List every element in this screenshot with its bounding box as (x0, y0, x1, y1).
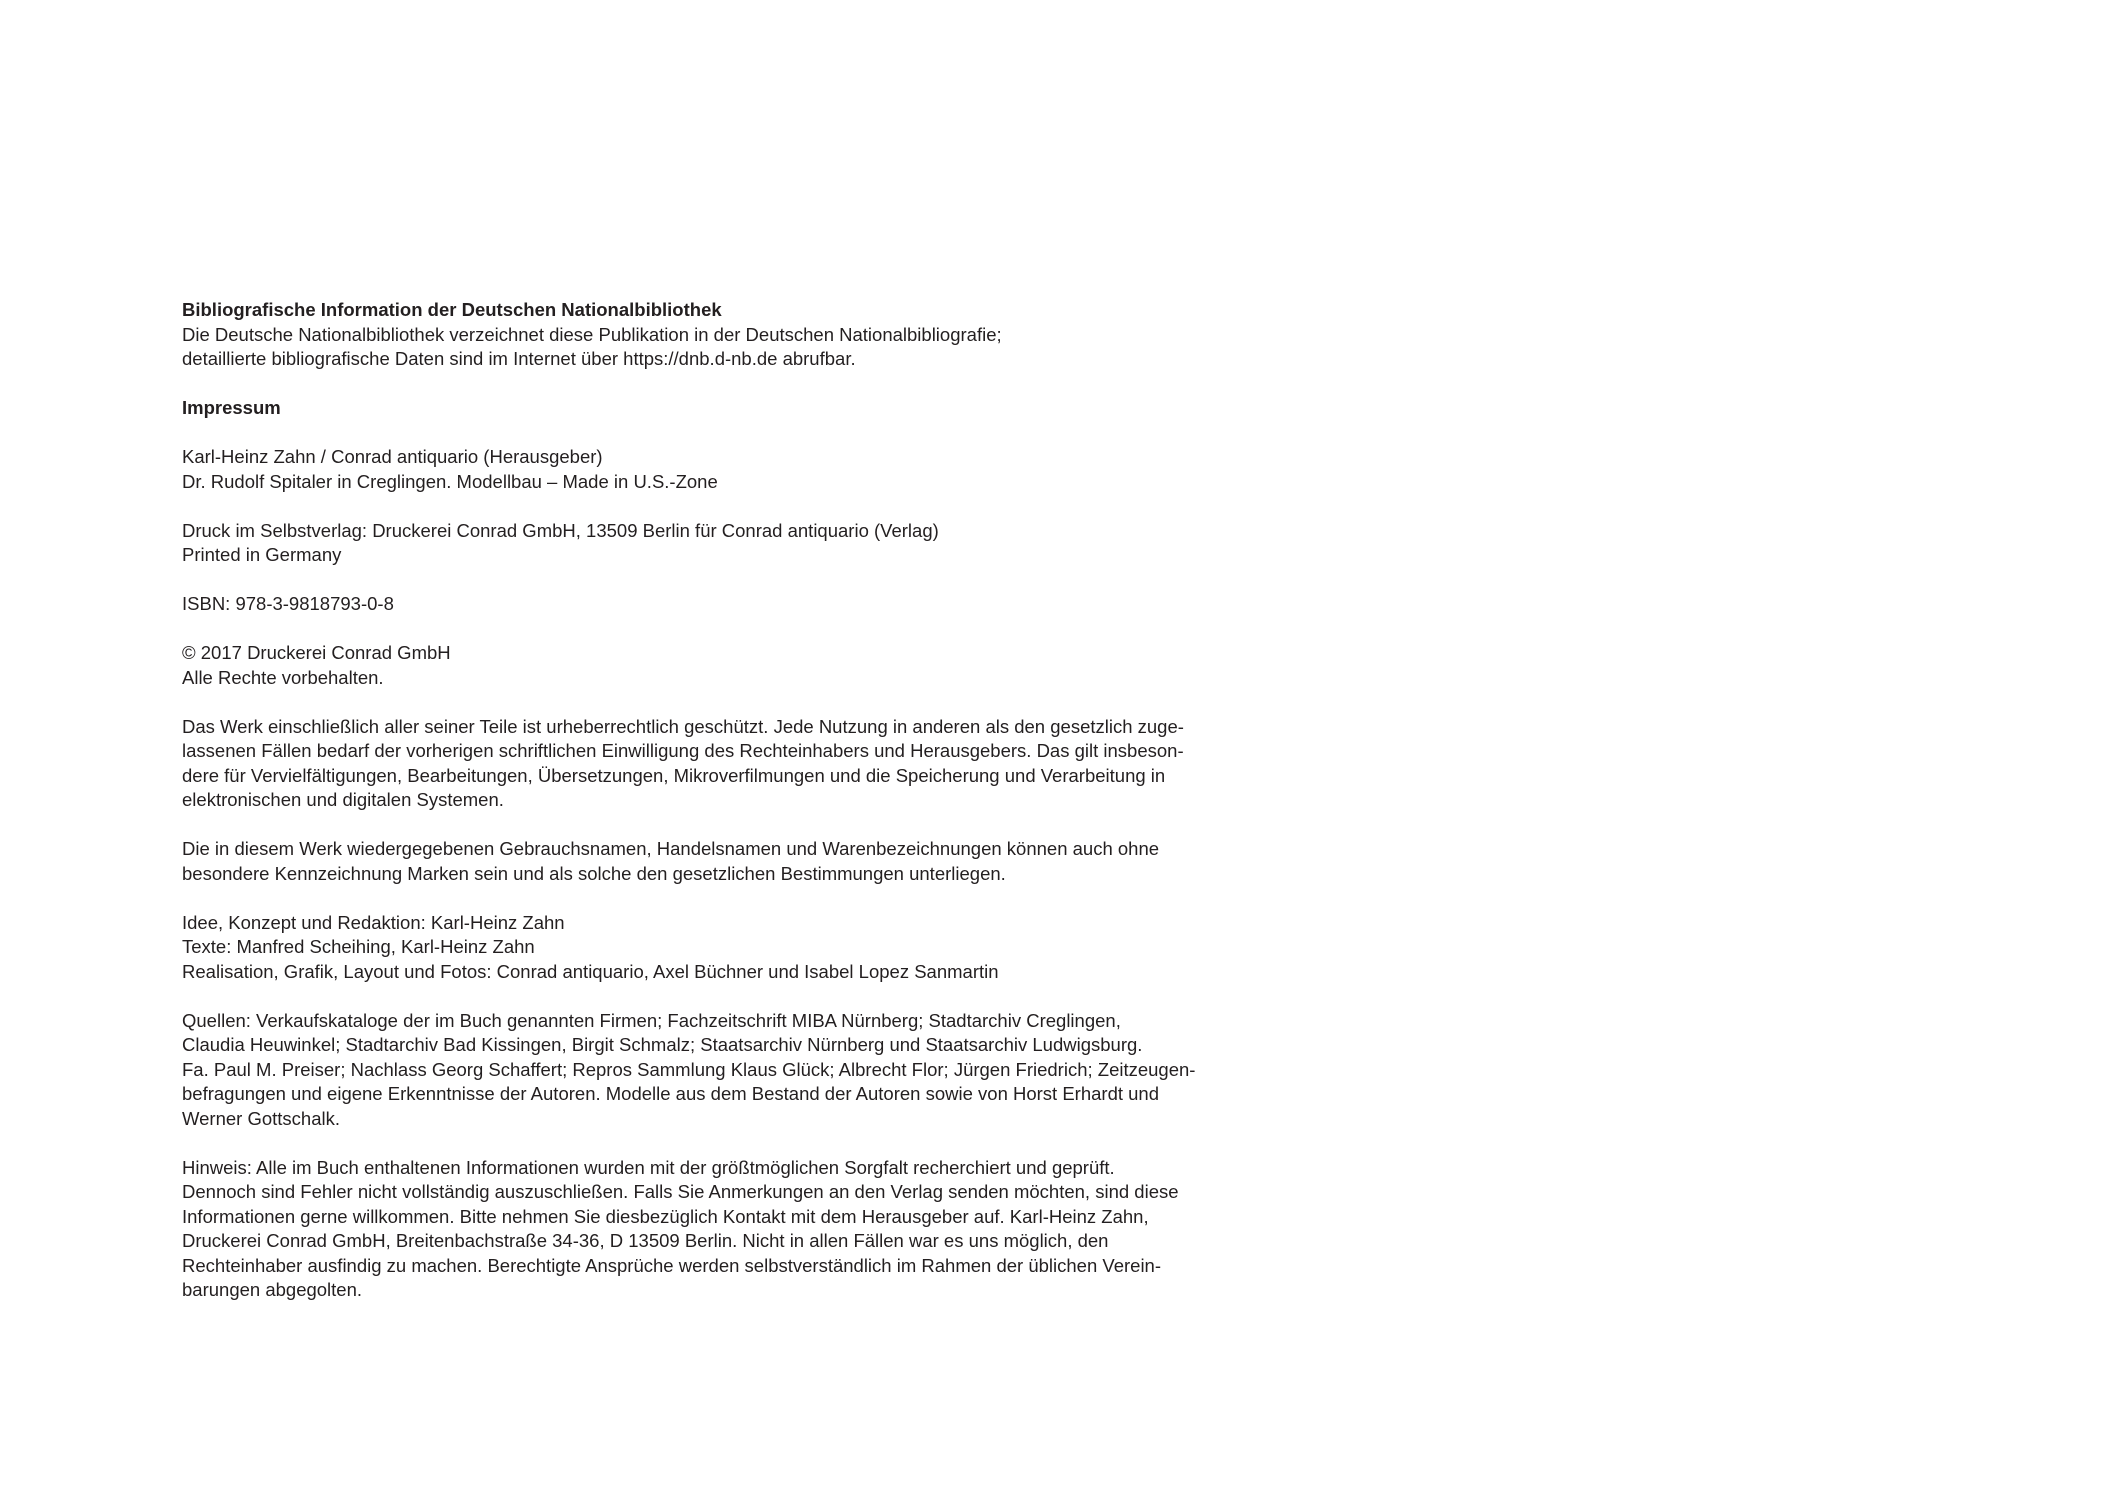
bibliographic-heading: Bibliografische Information der Deutschen Nationalbibliothek (182, 299, 722, 320)
spacer (182, 421, 1262, 446)
title-line: Dr. Rudolf Spitaler in Creglingen. Modellbau – Made in U.S.-Zone (182, 470, 718, 492)
credits-section (182, 911, 1262, 985)
spacer (182, 494, 1262, 519)
spacer (182, 617, 1262, 642)
copyright-section (182, 641, 1262, 690)
sources-line: Fa. Paul M. Preiser; Nachlass Georg Schaffert; Repros Sammlung Klaus Glück; Albrecht Flor; Jürgen Friedrich; Zeitzeugen- (182, 1058, 1196, 1080)
bibliographic-line: Die Deutsche Nationalbibliothek verzeichnet diese Publikation in der Deutschen Nationalbibliografie; (182, 323, 1002, 345)
spacer (182, 984, 1262, 1009)
sources-line: befragungen und eigene Erkenntnisse der Autoren. Modelle aus dem Bestand der Autoren sowie von Horst Erhardt und (182, 1083, 1160, 1104)
spacer (182, 690, 1262, 715)
rights-line: dere für Vervielfältigungen, Bearbeitungen, Übersetzungen, Mikroverfilmungen und die Speicherung und Verarbeitung in (182, 764, 1166, 786)
spacer (182, 886, 1262, 911)
credits-line: Realisation, Grafik, Layout und Fotos: Conrad antiquario, Axel Büchner und Isabel Lopez Sanmartin (182, 960, 999, 982)
isbn-section (182, 592, 1262, 617)
notice-line: Hinweis: Alle im Buch enthaltenen Informationen wurden mit der größtmöglichen Sorgfalt recherchiert und geprüft. (182, 1156, 1115, 1178)
notice-line: Rechteinhaber ausfindig zu machen. Berechtigte Ansprüche werden selbstverständlich im Rahmen der üblichen Verein- (182, 1254, 1162, 1276)
copyright-line: Alle Rechte vorbehalten. (182, 666, 384, 688)
notice-line: barungen abgegolten. (182, 1279, 363, 1300)
notice-line: Informationen gerne willkommen. Bitte nehmen Sie diesbezüglich Kontakt mit dem Herausgeber auf. Karl-Heinz Zahn, (182, 1205, 1149, 1227)
trademarks-line: besondere Kennzeichnung Marken sein und als solche den gesetzlichen Bestimmungen unterliegen. (182, 862, 1006, 884)
rights-line: Das Werk einschließlich aller seiner Teile ist urheberrechtlich geschützt. Jede Nutzung in anderen als den gesetzlich zuge- (182, 715, 1184, 737)
printing-line: Druck im Selbstverlag: Druckerei Conrad GmbH, 13509 Berlin für Conrad antiquario (Verlag) (182, 519, 939, 541)
rights-line: elektronischen und digitalen Systemen. (182, 789, 504, 810)
printing-line: Printed in Germany (182, 544, 342, 565)
spacer (182, 372, 1262, 397)
rights-line: lassenen Fällen bedarf der vorherigen schriftlichen Einwilligung des Rechteinhabers und Herausgebers. Das gilt insbeson- (182, 740, 1184, 761)
notice-section (182, 1156, 1262, 1303)
editors-line: Karl-Heinz Zahn / Conrad antiquario (Herausgeber) (182, 446, 603, 467)
isbn-line: ISBN: 978-3-9818793-0-8 (182, 593, 394, 614)
credits-line: Texte: Manfred Scheihing, Karl-Heinz Zahn (182, 936, 535, 957)
notice-line: Dennoch sind Fehler nicht vollständig auszuschließen. Falls Sie Anmerkungen an den Verlag senden möchten, sind diese (182, 1181, 1179, 1202)
credits-line: Idee, Konzept und Redaktion: Karl-Heinz Zahn (182, 911, 565, 933)
rights-section (182, 715, 1262, 813)
sources-line: Quellen: Verkaufskataloge der im Buch genannten Firmen; Fachzeitschrift MIBA Nürnberg; Stadtarchiv Creglingen, (182, 1009, 1121, 1031)
spacer (182, 568, 1262, 593)
trademarks-section (182, 837, 1262, 886)
sources-line: Claudia Heuwinkel; Stadtarchiv Bad Kissingen, Birgit Schmalz; Staatsarchiv Nürnberg und Staatsarchiv Ludwigsburg. (182, 1034, 1143, 1055)
printing-section (182, 519, 1262, 568)
editors-section (182, 445, 1262, 494)
notice-line: Druckerei Conrad GmbH, Breitenbachstraße 34-36, D 13509 Berlin. Nicht in allen Fällen war es uns möglich, den (182, 1230, 1109, 1251)
spacer (182, 813, 1262, 838)
copyright-line: © 2017 Druckerei Conrad GmbH (182, 642, 451, 663)
sources-section (182, 1009, 1262, 1132)
bibliographic-line: detaillierte bibliografische Daten sind im Internet über https://dnb.d-nb.de abrufbar. (182, 348, 856, 369)
trademarks-line: Die in diesem Werk wiedergegebenen Gebrauchsnamen, Handelsnamen und Warenbezeichnungen können auch ohne (182, 838, 1160, 859)
sources-line: Werner Gottschalk. (182, 1107, 340, 1129)
spacer (182, 1131, 1262, 1156)
imprint-page (182, 298, 1262, 1303)
impressum-heading: Impressum (182, 397, 281, 418)
bibliographic-section (182, 298, 1262, 372)
